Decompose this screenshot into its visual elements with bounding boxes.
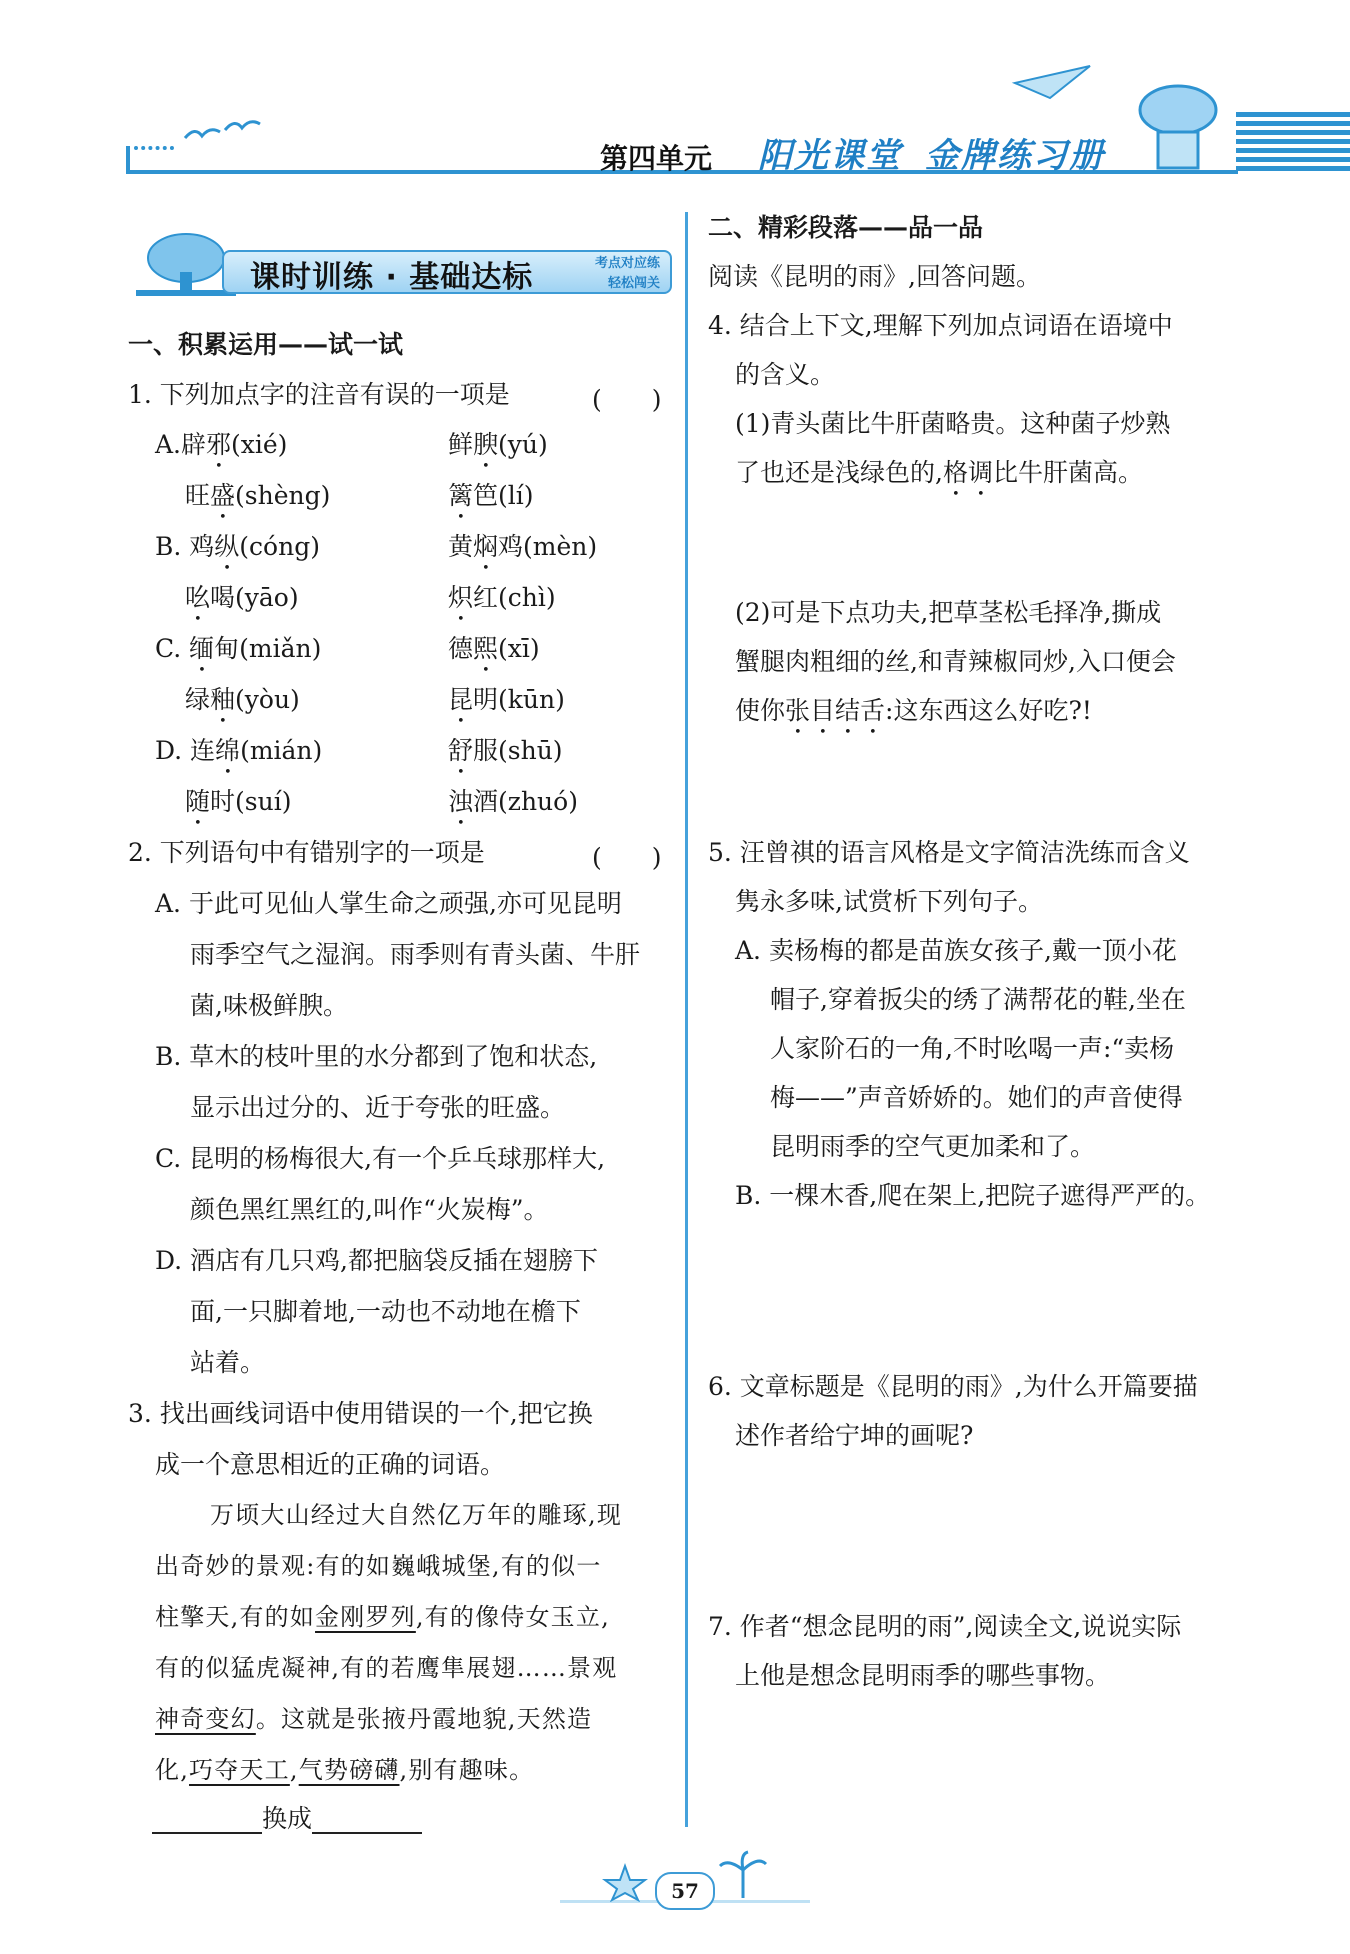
q7-line: 7. 作者“想念昆明的雨”,阅读全文,说说实际 [708,1612,1182,1641]
unit-title: 第四单元 [600,142,713,175]
dotted-word: 张目结舌 [785,696,886,725]
q5-line: A. 卖杨梅的都是苗族女孩子,戴一顶小花 [735,936,1177,965]
q1-option-a-3: 旺盛(shèng) [185,481,331,510]
q3-answer-blank-2[interactable] [312,1806,422,1834]
underlined-phrase: 金刚罗列 [315,1603,416,1631]
section-1-title: 一、积累运用——试一试 [128,330,404,359]
q3-passage-line: 神奇变幻。这就是张掖丹霞地貌,天然造 [155,1705,593,1733]
q1-option-d-4: 浊酒(zhuó) [448,787,578,816]
q1-option-b-3: 吆喝(yāo) [185,583,299,612]
q1-option-c-1: C. 缅甸(miǎn) [155,634,322,663]
q3-answer-label: 换成 [262,1804,313,1833]
q2-line: D. 酒店有几只鸡,都把脑袋反插在翅膀下 [155,1246,598,1275]
q2-line: B. 草木的枝叶里的水分都到了饱和状态, [155,1042,598,1071]
q4-1-line: 了也还是浅绿色的,格调比牛肝菌高。 [735,458,1143,487]
q5-line: 5. 汪曾祺的语言风格是文字简洁洗练而含义 [708,838,1190,867]
q1-option-c-3: 绿釉(yòu) [185,685,300,714]
brand-title-1: 阳光课堂 [758,136,902,176]
q5-line: 隽永多味,试赏析下列句子。 [735,887,1043,916]
q2-line: 颜色黑红黑红的,叫作“火炭梅”。 [190,1195,549,1224]
q3-passage-line: 出奇妙的景观:有的如巍峨城堡,有的似一 [155,1552,602,1580]
q1-option-d-1: D. 连绵(mián) [155,736,323,765]
q5-line: B. 一棵木香,爬在架上,把院子遮得严严的。 [735,1181,1211,1210]
q3-passage-line: 柱擎天,有的如金刚罗列,有的像侍女玉立, [155,1603,610,1631]
q1-option-a-4: 篱笆(lí) [448,481,534,510]
tree-icon [136,232,236,298]
dotted-word: 格调 [942,458,993,487]
q2-line: 站着。 [190,1348,266,1377]
birds-icon [180,118,270,158]
q1-option-a-2: 鲜腴(yú) [448,430,548,459]
q2-line: 面,一只脚着地,一动也不动地在檐下 [190,1297,581,1326]
q4-2-line: 使你张目结舌:这东西这么好吃?! [735,696,1092,725]
q3-answer-blank-1[interactable] [152,1806,262,1834]
page-number: 57 [655,1872,715,1910]
q2-line: 显示出过分的、近于夸张的旺盛。 [190,1093,566,1122]
q2-line: C. 昆明的杨梅很大,有一个乒乓球那样大, [155,1144,606,1173]
q3-passage-line: 化,巧夺天工,气势磅礴,别有趣味。 [155,1756,535,1784]
q3-line: 3. 找出画线词语中使用错误的一个,把它换 [128,1399,593,1428]
q4-2-answer-space[interactable] [735,748,1255,828]
q4-2-line: 蟹腿肉粗细的丝,和青辣椒同炒,入口便会 [735,647,1176,676]
q3-passage-line: 有的似猛虎凝神,有的若鹰隼展翅……景观 [155,1654,618,1682]
starfish-icon [600,1862,650,1902]
header-dots [134,146,174,150]
q6-answer-space[interactable] [735,1472,1255,1592]
q1-option-b-1: B. 鸡纵(cóng) [155,532,320,561]
q1-option-b-4: 炽红(chì) [448,583,556,612]
q7-line: 上他是想念昆明雨季的哪些事物。 [735,1661,1111,1690]
underlined-phrase: 巧夺天工 [189,1756,290,1784]
q5-line: 帽子,穿着扳尖的绣了满帮花的鞋,坐在 [770,985,1186,1014]
q4-line: 的含义。 [735,360,836,389]
banner-side-2: 轻松闯关 [607,276,660,291]
reading-intro: 阅读《昆明的雨》,回答问题。 [708,262,1041,291]
q3-passage-line: 万顷大山经过大自然亿万年的雕琢,现 [210,1501,623,1529]
telescope-icon [1118,80,1228,172]
banner-title: 课时训练 · 基础达标 [250,260,534,295]
header-stripes [1236,112,1350,178]
q6-line: 述作者给宁坤的画呢? [735,1421,974,1450]
q1-option-c-4: 昆明(kūn) [448,685,565,714]
q2-line: 雨季空气之湿润。雨季则有青头菌、牛肝 [190,940,641,969]
q1-option-b-2: 黄焖鸡(mèn) [448,532,598,561]
q5-line: 昆明雨季的空气更加柔和了。 [770,1132,1096,1161]
q2-line: A. 于此可见仙人掌生命之顽强,亦可见昆明 [155,889,622,918]
q1-stem: 1. 下列加点字的注音有误的一项是 [128,380,510,409]
brand-title-2: 金牌练习册 [925,136,1105,176]
underlined-phrase: 神奇变幻 [155,1705,256,1733]
q4-line: 4. 结合上下文,理解下列加点词语在语境中 [708,311,1173,340]
q4-1-answer-space[interactable] [735,510,1255,590]
section-banner [132,232,668,298]
q2-answer-paren[interactable]: ( ) [592,843,662,872]
q7-answer-space[interactable] [735,1712,1255,1832]
q1-option-d-3: 随时(suí) [185,787,292,816]
q2-stem: 2. 下列语句中有错别字的一项是 [128,838,485,867]
underlined-phrase: 气势磅礴 [298,1756,400,1784]
q4-2-line: (2)可是下点功夫,把草茎松毛择净,撕成 [735,598,1162,627]
section-2-title: 二、精彩段落——品一品 [708,213,984,242]
q3-line: 成一个意思相近的正确的词语。 [155,1450,506,1479]
column-divider [685,212,688,1827]
q1-option-a-1: A.辟邪(xié) [155,430,288,459]
q5-line: 梅——”声音娇娇的。她们的声音使得 [770,1083,1183,1112]
q1-answer-paren[interactable]: ( ) [592,385,662,414]
paper-plane-icon [1010,58,1100,108]
q5-line: 人家阶石的一角,不时吆喝一声:“卖杨 [770,1034,1175,1063]
q1-option-c-2: 德熙(xī) [448,634,540,663]
q5-answer-space[interactable] [735,1232,1255,1352]
q6-line: 6. 文章标题是《昆明的雨》,为什么开篇要描 [708,1372,1198,1401]
palm-tree-icon [718,1850,768,1900]
q3-answer-row [152,1804,422,1834]
q1-option-d-2: 舒服(shū) [448,736,563,765]
banner-side-1: 考点对应练 [594,256,660,271]
q2-line: 菌,味极鲜腴。 [190,991,348,1020]
q4-1-line: (1)青头菌比牛肝菌略贵。这种菌子炒熟 [735,409,1171,438]
